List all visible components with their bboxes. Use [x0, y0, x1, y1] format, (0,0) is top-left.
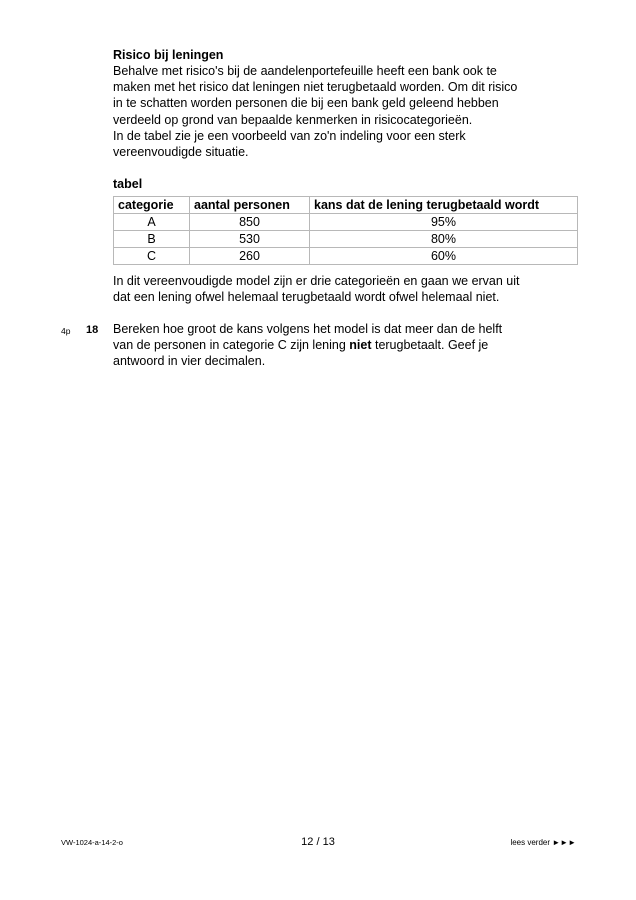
intro-line: vereenvoudigde situatie. [113, 145, 249, 160]
question-text [113, 321, 578, 370]
table-label: tabel [113, 177, 143, 191]
intro-line: verdeeld op grond van bepaalde kenmerken in risicocategorieën. [113, 112, 473, 127]
table-cell: 850 [190, 214, 310, 231]
intro-paragraph [113, 63, 573, 160]
intro-line: Behalve met risico's bij de aandelenportefeuille heeft een bank ook te [113, 64, 497, 78]
question-emphasis: niet [349, 338, 372, 353]
table-cell: 60% [310, 248, 578, 265]
risk-category-table [113, 196, 578, 265]
table-cell: B [114, 231, 190, 248]
exam-code: VW-1024-a-14-2-o [61, 838, 123, 847]
table-cell: 530 [190, 231, 310, 248]
question-line: Bereken hoe groot de kans volgens het model is dat meer dan de helft [113, 322, 503, 336]
continue-note: lees verder ►►► [510, 838, 576, 847]
column-header-aantal-personen: aantal personen [190, 197, 310, 214]
table-header-row [114, 197, 578, 214]
question-line: antwoord in vier decimalen. [113, 354, 266, 369]
table-cell: 260 [190, 248, 310, 265]
intro-line: in te schatten worden personen die bij een bank geld geleend hebben [113, 96, 499, 111]
table-cell: C [114, 248, 190, 265]
table-cell: 80% [310, 231, 578, 248]
table-row [114, 214, 578, 231]
intro-line: In de tabel zie je een voorbeeld van zo'n indeling voor een sterk [113, 128, 466, 143]
table-row [114, 248, 578, 265]
column-header-categorie: categorie [114, 197, 190, 214]
section-title: Risico bij leningen [113, 48, 224, 62]
page-number: 12 / 13 [301, 836, 335, 848]
table-cell: 95% [310, 214, 578, 231]
model-assumption-paragraph [113, 273, 578, 305]
table-row [114, 231, 578, 248]
question-text-part: van de personen in categorie C zijn lening [113, 338, 350, 353]
question-points: 4p [61, 326, 71, 336]
question-number: 18 [86, 324, 99, 336]
intro-line: maken met het risico dat leningen niet terugbetaald worden. Om dit risico [113, 80, 518, 95]
table-cell: A [114, 214, 190, 231]
paragraph-line: dat een lening ofwel helemaal terugbetaald wordt ofwel helemaal niet. [113, 290, 500, 305]
paragraph-line: In dit vereenvoudigde model zijn er drie categorieën en gaan we ervan uit [113, 274, 520, 288]
question-line [113, 337, 578, 353]
question-text-part: terugbetaalt. Geef je [371, 338, 489, 353]
column-header-kans: kans dat de lening terugbetaald wordt [310, 197, 578, 214]
